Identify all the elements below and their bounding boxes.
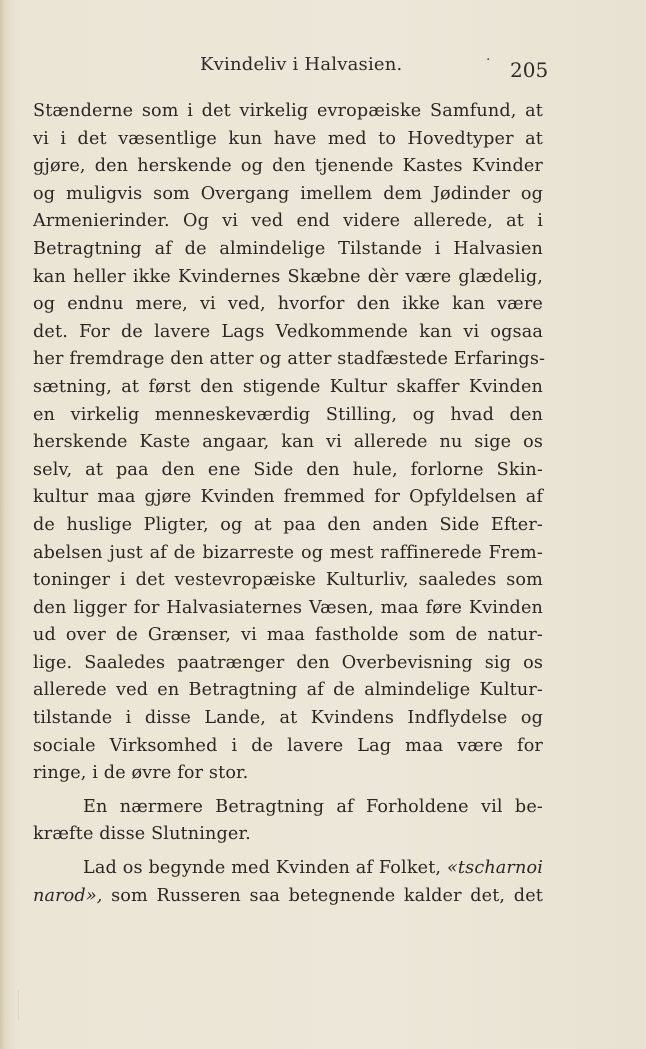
text-line: herskende Kaste angaar, kan vi allerede nu sige os	[33, 432, 543, 453]
text-line: ud over de Grænser, vi maa fastholde som de natur-	[33, 625, 543, 646]
italic-phrase: narod»,	[33, 885, 103, 906]
text-line: kræfte disse Slutninger.	[33, 824, 251, 845]
text-line: gjøre, den herskende og den tjenende Kastes Kvinder	[33, 156, 543, 177]
text-line: Armenierinder. Og vi ved end videre allerede, at i	[33, 211, 543, 232]
text-line: de huslige Pligter, og at paa den anden Side Efter-	[33, 514, 543, 535]
text-line: kultur maa gjøre Kvinden fremmed for Opfyldelsen af	[33, 487, 543, 508]
text-line: her fremdrage den atter og atter stadfæstede Erfarings-	[33, 349, 546, 370]
text-run: Lad os begynde med Kvinden af Folket,	[83, 858, 442, 879]
text-line: selv, at paa den ene Side den hule, forlorne Skin-	[33, 459, 543, 480]
text-line: vi i det væsentlige kun have med to Hovedtyper at	[33, 128, 543, 149]
print-speck: ·	[486, 52, 491, 68]
page-number: 205	[510, 58, 549, 82]
running-head	[0, 52, 646, 82]
text-line: allerede ved en Betragtning af de almindelige Kultur-	[33, 680, 543, 701]
text-line: abelsen just af de bizarreste og mest raffinerede Frem-	[33, 542, 543, 563]
text-line: ringe, i de øvre for stor.	[33, 763, 249, 784]
paper-mark	[18, 990, 79, 1020]
paragraph-1	[33, 98, 546, 788]
paragraph-2	[33, 794, 543, 849]
text-line: det. For de lavere Lags Vedkommende kan vi ogsaa	[33, 321, 543, 342]
text-line: en virkelig menneskeværdig Stilling, og hvad den	[33, 404, 543, 425]
paragraph-3	[33, 855, 543, 910]
text-line: En nærmere Betragtning af Forholdene vil be-	[83, 796, 543, 817]
text-line: Betragtning af de almindelige Tilstande i Halvasien	[33, 238, 543, 259]
text-line: lige. Saaledes paatrænger den Overbevisning sig os	[33, 652, 543, 673]
text-line: sociale Virksomhed i de lavere Lag maa være for	[33, 735, 543, 756]
body-text	[33, 98, 546, 910]
text-line	[33, 883, 543, 911]
running-title: Kvindeliv i Halvasien.	[200, 54, 403, 75]
text-line	[33, 855, 543, 883]
text-line: og muligvis som Overgang imellem dem Jødinder og	[33, 183, 543, 204]
text-line: toninger i det vestevropæiske Kulturliv, saaledes som	[33, 570, 543, 591]
text-line: Stænderne som i det virkelig evropæiske Samfund, at	[33, 101, 543, 121]
text-line: tilstande i disse Lande, at Kvindens Indflydelse og	[33, 708, 543, 729]
page-left-edge	[0, 0, 6, 1049]
text-line: kan heller ikke Kvindernes Skæbne dèr være glædelig,	[33, 266, 543, 287]
text-line: den ligger for Halvasiaternes Væsen, maa føre Kvinden	[33, 597, 543, 618]
text-line: sætning, at først den stigende Kultur skaffer Kvinden	[33, 376, 543, 397]
text-run: som Russeren saa betegnende kalder det, det	[111, 885, 543, 906]
text-line: og endnu mere, vi ved, hvorfor den ikke kan være	[33, 294, 543, 315]
italic-phrase: «tscharnoi	[447, 858, 543, 879]
